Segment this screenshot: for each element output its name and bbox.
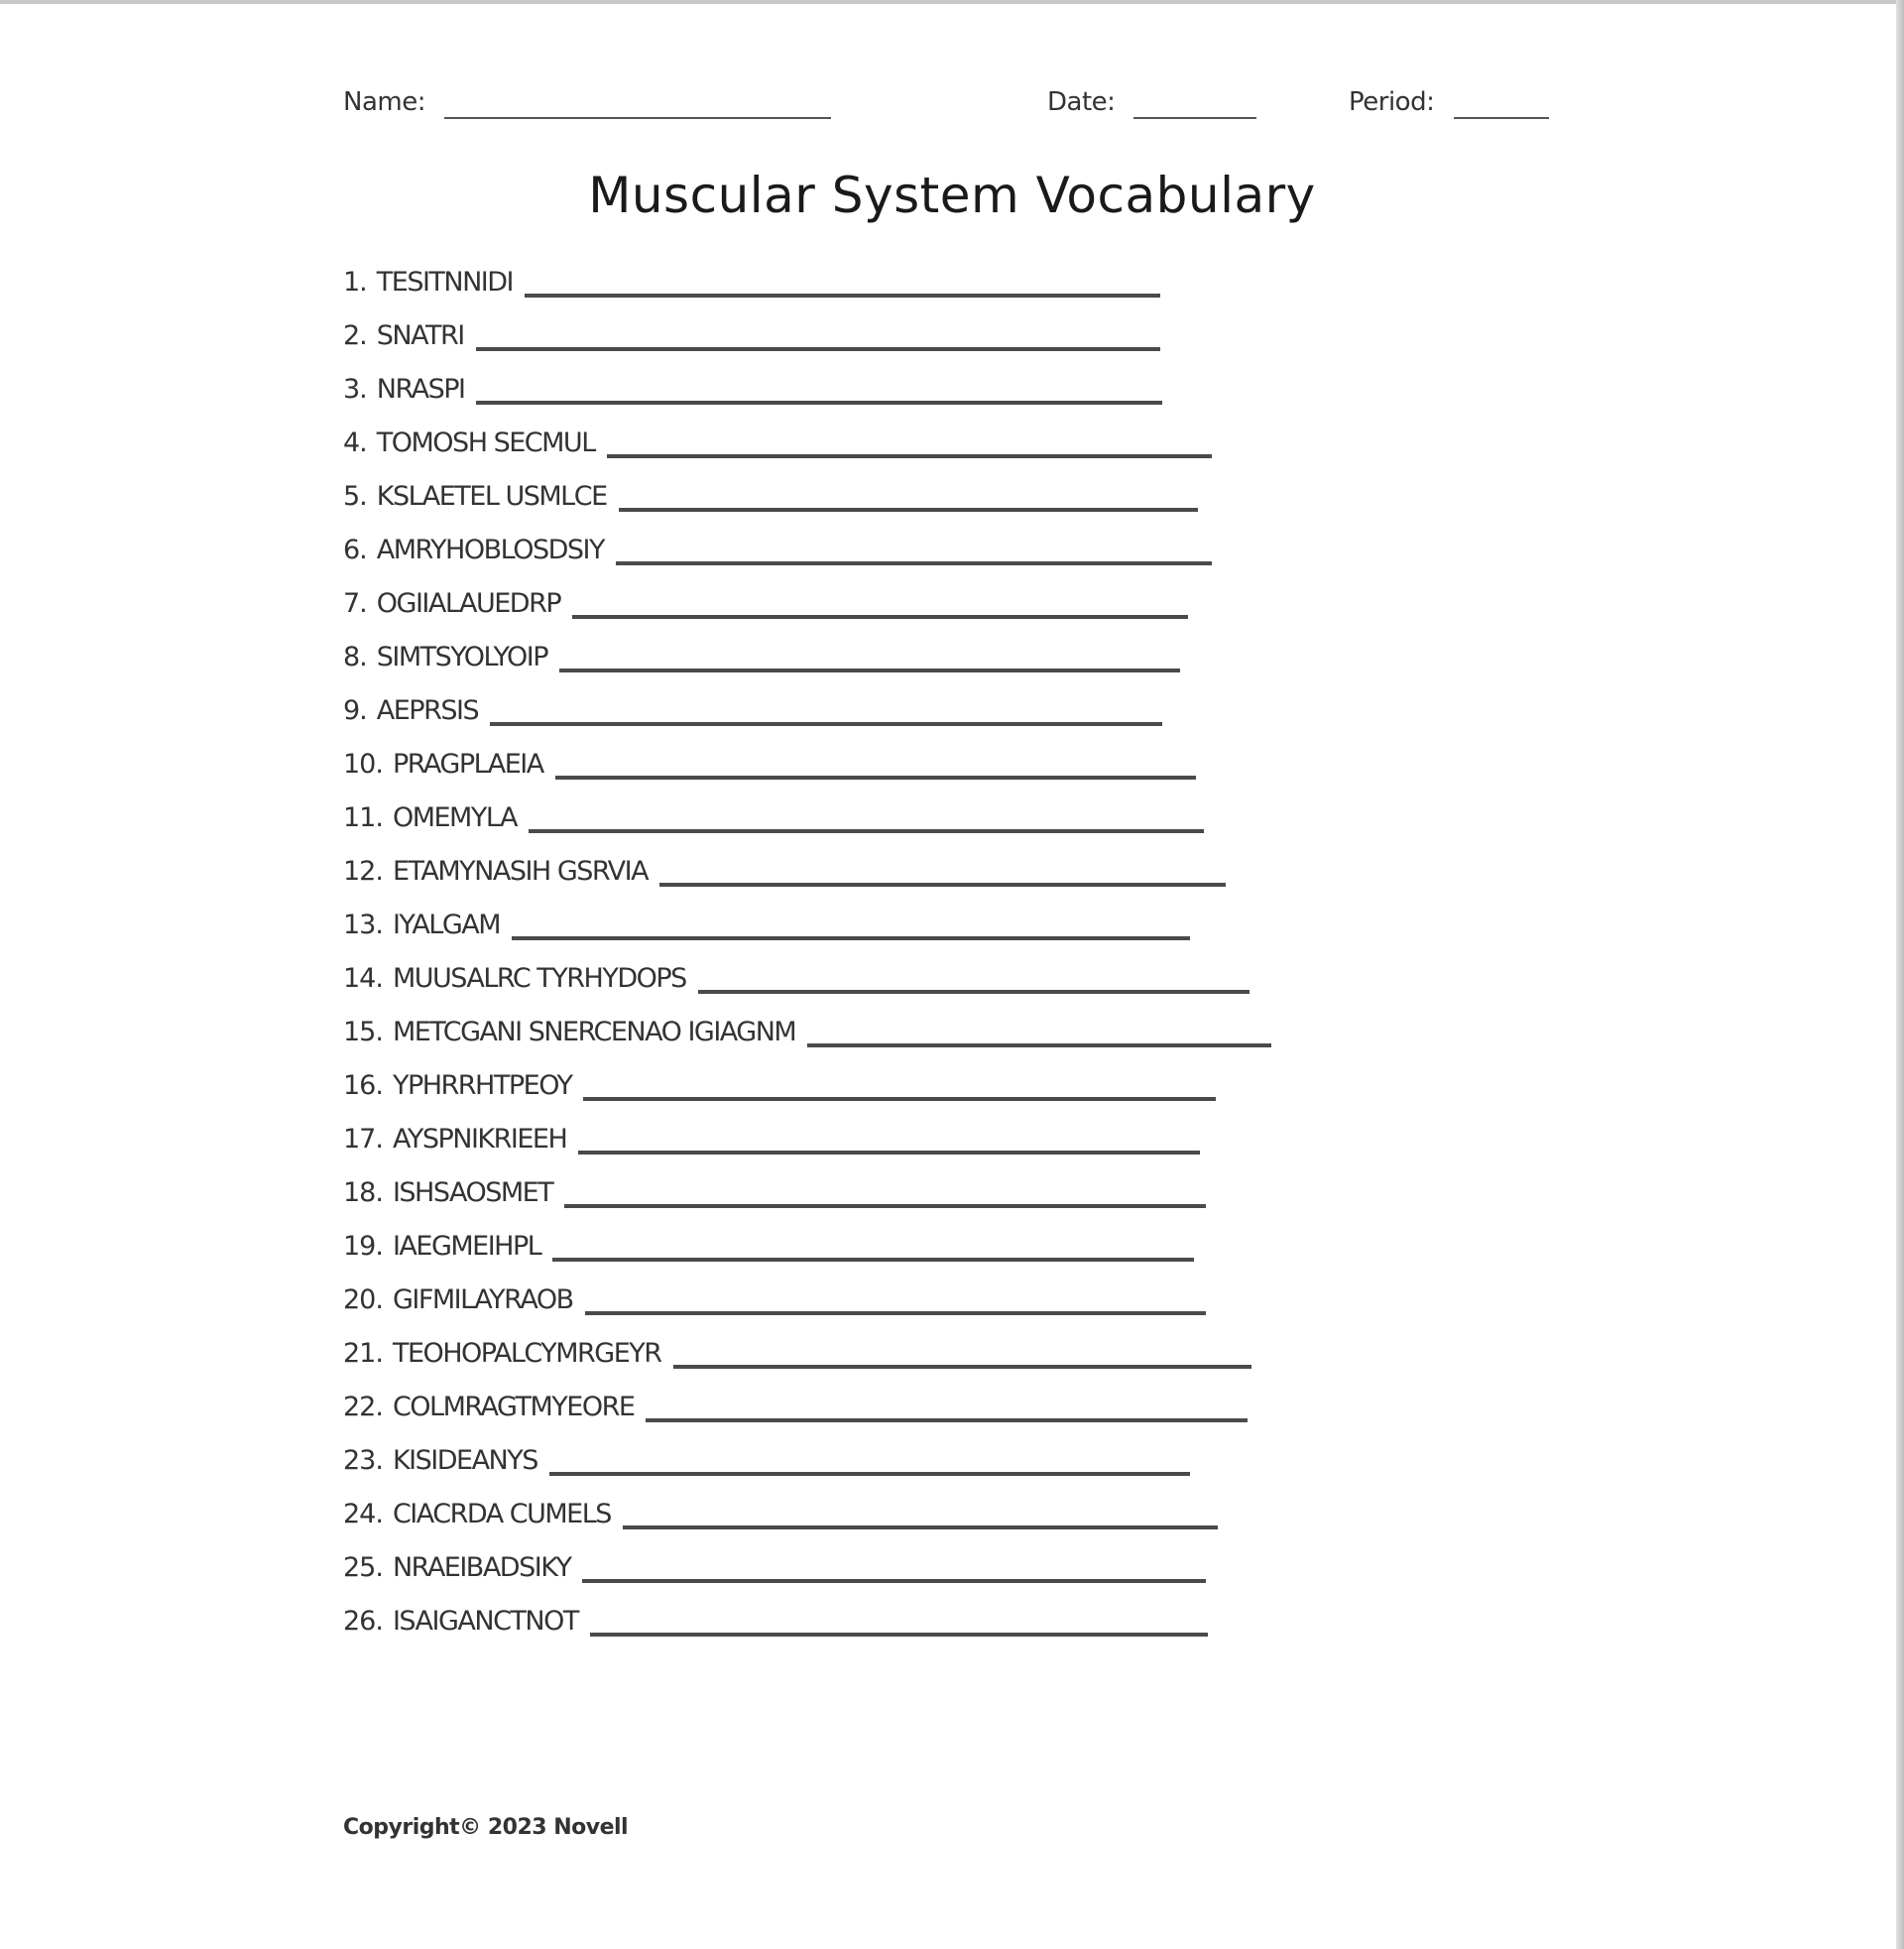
- scrambled-word: IAEGMEIHPL: [392, 1231, 541, 1262]
- item-number: 15.: [343, 1017, 383, 1047]
- list-item: [343, 1069, 1271, 1123]
- scrambled-word: ISHSAOSMET: [392, 1177, 553, 1208]
- item-number: 10.: [343, 749, 383, 780]
- item-number: 6.: [343, 535, 367, 565]
- scrambled-word-list: [343, 266, 1271, 1658]
- date-label: Date:: [1047, 87, 1116, 117]
- scrambled-word: CIACRDA CUMELS: [392, 1499, 611, 1529]
- scrambled-word: ETAMYNASIH GSRVIA: [392, 856, 649, 887]
- answer-line[interactable]: [525, 294, 1160, 298]
- scrambled-word: SNATRI: [376, 320, 464, 351]
- list-item: [343, 962, 1271, 1016]
- period-field[interactable]: [1454, 117, 1549, 119]
- scrambled-word: GIFMILAYRAOB: [392, 1284, 573, 1315]
- list-item: [343, 909, 1271, 962]
- date-field[interactable]: [1133, 117, 1256, 119]
- list-item: [343, 426, 1271, 480]
- answer-line[interactable]: [673, 1365, 1251, 1369]
- list-item: [343, 641, 1271, 694]
- item-number: 20.: [343, 1284, 383, 1315]
- answer-line[interactable]: [549, 1472, 1190, 1476]
- item-number: 14.: [343, 963, 383, 994]
- scrambled-word: ISAIGANCTNOT: [392, 1606, 578, 1637]
- item-number: 19.: [343, 1231, 383, 1262]
- item-number: 21.: [343, 1338, 383, 1369]
- item-number: 17.: [343, 1124, 383, 1155]
- list-item: [343, 1337, 1271, 1391]
- item-number: 3.: [343, 374, 367, 405]
- item-number: 23.: [343, 1445, 383, 1476]
- answer-line[interactable]: [559, 669, 1180, 672]
- list-item: [343, 748, 1271, 801]
- name-field[interactable]: [444, 117, 831, 119]
- scrambled-word: OMEMYLA: [392, 802, 517, 833]
- list-item: [343, 534, 1271, 587]
- list-item: [343, 587, 1271, 641]
- item-number: 2.: [343, 320, 367, 351]
- answer-line[interactable]: [616, 561, 1212, 565]
- answer-line[interactable]: [555, 776, 1196, 780]
- list-item: [343, 1605, 1271, 1658]
- list-item: [343, 319, 1271, 373]
- item-number: 1.: [343, 267, 367, 298]
- item-number: 9.: [343, 695, 367, 726]
- item-number: 8.: [343, 642, 367, 672]
- answer-line[interactable]: [619, 508, 1198, 512]
- page-right-edge: [1896, 0, 1904, 1949]
- list-item: [343, 1391, 1271, 1444]
- list-item: [343, 1551, 1271, 1605]
- scrambled-word: SIMTSYOLYOIP: [376, 642, 548, 672]
- copyright-notice: Copyright© 2023 Novell: [343, 1815, 629, 1840]
- scrambled-word: KISIDEANYS: [392, 1445, 537, 1476]
- scrambled-word: NRAEIBADSIKY: [392, 1552, 571, 1583]
- scrambled-word: AMRYHOBLOSDSIY: [376, 535, 604, 565]
- answer-line[interactable]: [564, 1204, 1206, 1208]
- scrambled-word: TEOHOPALCYMRGEYR: [392, 1338, 661, 1369]
- answer-line[interactable]: [490, 722, 1162, 726]
- item-number: 16.: [343, 1070, 383, 1101]
- answer-line[interactable]: [698, 990, 1250, 994]
- scrambled-word: AYSPNIKRIEEH: [392, 1124, 567, 1155]
- scrambled-word: METCGANI SNERCENAO IGIAGNM: [392, 1017, 796, 1047]
- list-item: [343, 694, 1271, 748]
- item-number: 13.: [343, 910, 383, 940]
- item-number: 24.: [343, 1499, 383, 1529]
- answer-line[interactable]: [659, 883, 1226, 887]
- scrambled-word: PRAGPLAEIA: [392, 749, 543, 780]
- list-item: [343, 1283, 1271, 1337]
- answer-line[interactable]: [607, 454, 1212, 458]
- answer-line[interactable]: [572, 615, 1188, 619]
- answer-line[interactable]: [590, 1633, 1208, 1637]
- item-number: 12.: [343, 856, 383, 887]
- answer-line[interactable]: [552, 1258, 1194, 1262]
- item-number: 26.: [343, 1606, 383, 1637]
- name-label: Name:: [343, 87, 425, 117]
- item-number: 22.: [343, 1392, 383, 1422]
- list-item: [343, 1498, 1271, 1551]
- answer-line[interactable]: [529, 829, 1204, 833]
- scrambled-word: IYALGAM: [392, 910, 501, 940]
- item-number: 7.: [343, 588, 367, 619]
- scrambled-word: AEPRSIS: [376, 695, 479, 726]
- period-label: Period:: [1349, 87, 1435, 117]
- list-item: [343, 1016, 1271, 1069]
- item-number: 18.: [343, 1177, 383, 1208]
- scrambled-word: OGIIALAUEDRP: [376, 588, 561, 619]
- list-item: [343, 1123, 1271, 1176]
- scrambled-word: TESITNNIDI: [376, 267, 514, 298]
- list-item: [343, 1444, 1271, 1498]
- scrambled-word: COLMRAGTMYEORE: [392, 1392, 635, 1422]
- list-item: [343, 266, 1271, 319]
- student-info-header: [0, 87, 1904, 127]
- answer-line[interactable]: [582, 1579, 1206, 1583]
- list-item: [343, 1230, 1271, 1283]
- answer-line[interactable]: [583, 1097, 1216, 1101]
- list-item: [343, 855, 1271, 909]
- list-item: [343, 480, 1271, 534]
- answer-line[interactable]: [476, 347, 1160, 351]
- item-number: 5.: [343, 481, 367, 512]
- list-item: [343, 801, 1271, 855]
- scrambled-word: MUUSALRC TYRHYDOPS: [392, 963, 686, 994]
- item-number: 11.: [343, 802, 383, 833]
- answer-line[interactable]: [646, 1418, 1248, 1422]
- list-item: [343, 373, 1271, 426]
- answer-line[interactable]: [623, 1525, 1218, 1529]
- scrambled-word: NRASPI: [376, 374, 465, 405]
- answer-line[interactable]: [512, 936, 1190, 940]
- answer-line[interactable]: [585, 1311, 1206, 1315]
- answer-line[interactable]: [578, 1151, 1200, 1155]
- scrambled-word: KSLAETEL USMLCE: [376, 481, 607, 512]
- worksheet-title: Muscular System Vocabulary: [588, 167, 1316, 224]
- answer-line[interactable]: [807, 1043, 1271, 1047]
- page-top-edge: [0, 0, 1904, 4]
- answer-line[interactable]: [476, 401, 1162, 405]
- item-number: 4.: [343, 427, 367, 458]
- scrambled-word: YPHRRHTPEOY: [392, 1070, 572, 1101]
- list-item: [343, 1176, 1271, 1230]
- scrambled-word: TOMOSH SECMUL: [376, 427, 595, 458]
- item-number: 25.: [343, 1552, 383, 1583]
